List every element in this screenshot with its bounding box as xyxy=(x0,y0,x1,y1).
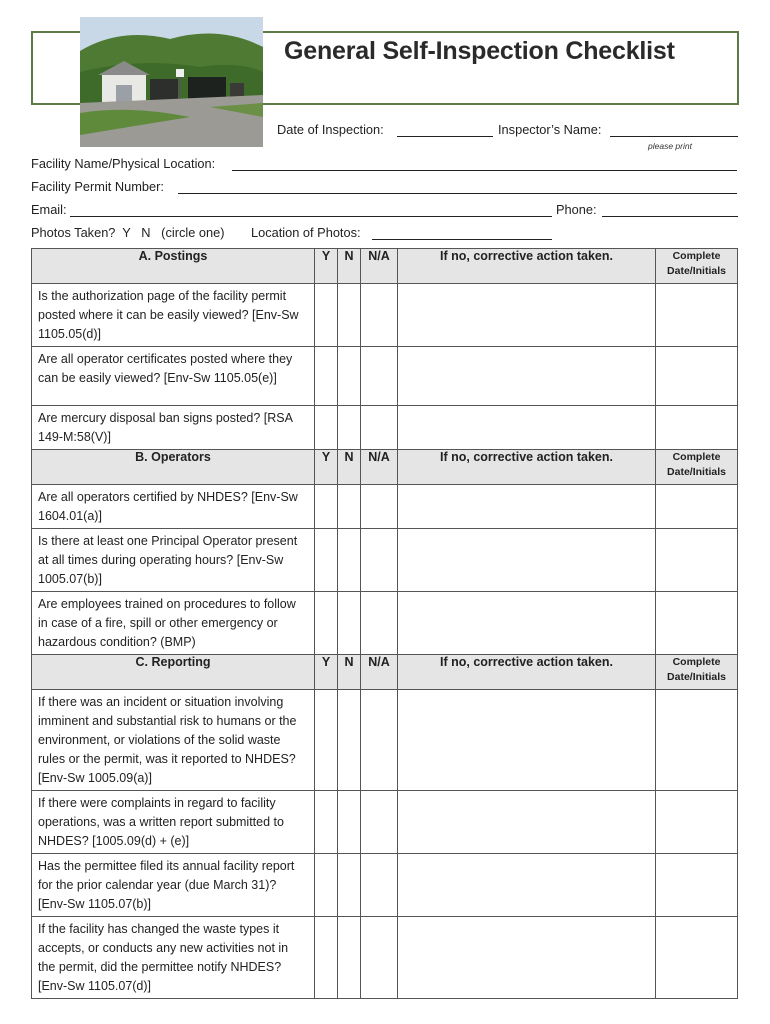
table-row xyxy=(32,529,738,592)
answer-n-cell[interactable] xyxy=(338,854,361,917)
corrective-action-cell[interactable] xyxy=(398,791,656,854)
permit-number-field[interactable] xyxy=(178,193,737,194)
section-title: B. Operators xyxy=(32,450,315,485)
please-print-note: please print xyxy=(648,141,692,151)
complete-cell[interactable] xyxy=(656,529,738,592)
answer-y-cell[interactable] xyxy=(315,690,338,791)
complete-cell[interactable] xyxy=(656,917,738,999)
answer-na-cell[interactable] xyxy=(361,791,398,854)
section-header-operators xyxy=(32,450,738,485)
col-complete: Complete Date/Initials xyxy=(656,450,738,485)
table-row xyxy=(32,854,738,917)
date-of-inspection-field[interactable] xyxy=(397,136,493,137)
section-header-reporting xyxy=(32,655,738,690)
col-n: N xyxy=(338,655,361,690)
question: Has the permittee filed its annual facility report for the prior calendar year (due March 31)? [Env-Sw 1105.07(b)] xyxy=(32,854,315,917)
section-title: A. Postings xyxy=(32,249,315,284)
answer-y-cell[interactable] xyxy=(315,406,338,450)
question: Are employees trained on procedures to follow in case of a fire, spill or other emergency or hazardous condition? (BMP) xyxy=(32,592,315,655)
question: Is the authorization page of the facility permit posted where it can be easily viewed? [Env-Sw 1105.05(d)] xyxy=(32,284,315,347)
photo-location-label: Location of Photos: xyxy=(251,225,361,240)
col-complete: Complete Date/Initials xyxy=(656,655,738,690)
section-title: C. Reporting xyxy=(32,655,315,690)
answer-y-cell[interactable] xyxy=(315,854,338,917)
answer-n-cell[interactable] xyxy=(338,592,361,655)
corrective-action-cell[interactable] xyxy=(398,690,656,791)
answer-na-cell[interactable] xyxy=(361,690,398,791)
complete-cell[interactable] xyxy=(656,284,738,347)
answer-n-cell[interactable] xyxy=(338,347,361,406)
col-n: N xyxy=(338,450,361,485)
answer-na-cell[interactable] xyxy=(361,529,398,592)
corrective-action-cell[interactable] xyxy=(398,485,656,529)
answer-y-cell[interactable] xyxy=(315,791,338,854)
answer-na-cell[interactable] xyxy=(361,406,398,450)
complete-cell[interactable] xyxy=(656,690,738,791)
facility-photo xyxy=(80,17,263,147)
answer-na-cell[interactable] xyxy=(361,592,398,655)
photos-taken-label: Photos Taken? Y N (circle one) xyxy=(31,225,225,240)
email-label: Email: xyxy=(31,202,67,217)
answer-n-cell[interactable] xyxy=(338,791,361,854)
corrective-action-cell[interactable] xyxy=(398,284,656,347)
page-title: General Self-Inspection Checklist xyxy=(284,37,675,65)
col-y: Y xyxy=(315,249,338,284)
complete-cell[interactable] xyxy=(656,406,738,450)
phone-label: Phone: xyxy=(556,202,597,217)
table-row xyxy=(32,284,738,347)
corrective-action-cell[interactable] xyxy=(398,592,656,655)
phone-field[interactable] xyxy=(602,216,738,217)
corrective-action-cell[interactable] xyxy=(398,917,656,999)
answer-na-cell[interactable] xyxy=(361,347,398,406)
col-complete: Complete Date/Initials xyxy=(656,249,738,284)
col-corrective: If no, corrective action taken. xyxy=(398,450,656,485)
question: Are all operators certified by NHDES? [Env-Sw 1604.01(a)] xyxy=(32,485,315,529)
corrective-action-cell[interactable] xyxy=(398,854,656,917)
answer-y-cell[interactable] xyxy=(315,592,338,655)
table-row xyxy=(32,690,738,791)
email-field[interactable] xyxy=(70,216,552,217)
complete-cell[interactable] xyxy=(656,592,738,655)
table-row xyxy=(32,485,738,529)
col-n: N xyxy=(338,249,361,284)
col-na: N/A xyxy=(361,249,398,284)
question: If the facility has changed the waste types it accepts, or conducts any new activities not in the permit, did the permittee notify NHDES? [Env-Sw 1105.07(d)] xyxy=(32,917,315,999)
answer-n-cell[interactable] xyxy=(338,917,361,999)
answer-n-cell[interactable] xyxy=(338,690,361,791)
table-row xyxy=(32,592,738,655)
complete-cell[interactable] xyxy=(656,485,738,529)
question: If there was an incident or situation involving imminent and substantial risk to humans or the environment, or violations of the solid waste rules or the permit, was it reported to NHDES? [Env-Sw 1005.09(a)] xyxy=(32,690,315,791)
answer-na-cell[interactable] xyxy=(361,485,398,529)
table-row xyxy=(32,406,738,450)
facility-name-label: Facility Name/Physical Location: xyxy=(31,156,216,171)
photo-location-field[interactable] xyxy=(372,239,552,240)
date-of-inspection-label: Date of Inspection: xyxy=(277,122,384,137)
question: Are all operator certificates posted where they can be easily viewed? [Env-Sw 1105.05(e)] xyxy=(32,347,315,406)
answer-n-cell[interactable] xyxy=(338,485,361,529)
answer-n-cell[interactable] xyxy=(338,406,361,450)
col-na: N/A xyxy=(361,450,398,485)
question: Are mercury disposal ban signs posted? [RSA 149-M:58(V)] xyxy=(32,406,315,450)
answer-n-cell[interactable] xyxy=(338,529,361,592)
facility-name-field[interactable] xyxy=(232,170,737,171)
checklist-table xyxy=(31,248,738,999)
answer-n-cell[interactable] xyxy=(338,284,361,347)
col-y: Y xyxy=(315,655,338,690)
inspector-name-field[interactable] xyxy=(610,136,738,137)
col-na: N/A xyxy=(361,655,398,690)
answer-y-cell[interactable] xyxy=(315,485,338,529)
complete-cell[interactable] xyxy=(656,347,738,406)
corrective-action-cell[interactable] xyxy=(398,406,656,450)
corrective-action-cell[interactable] xyxy=(398,529,656,592)
answer-na-cell[interactable] xyxy=(361,917,398,999)
answer-y-cell[interactable] xyxy=(315,917,338,999)
col-corrective: If no, corrective action taken. xyxy=(398,249,656,284)
table-row xyxy=(32,791,738,854)
question: Is there at least one Principal Operator present at all times during operating hours? [Env-Sw 1005.07(b)] xyxy=(32,529,315,592)
question: If there were complaints in regard to facility operations, was a written report submitted to NHDES? [1005.09(d) + (e)] xyxy=(32,791,315,854)
col-corrective: If no, corrective action taken. xyxy=(398,655,656,690)
complete-cell[interactable] xyxy=(656,854,738,917)
table-row xyxy=(32,917,738,999)
answer-y-cell[interactable] xyxy=(315,347,338,406)
col-y: Y xyxy=(315,450,338,485)
corrective-action-cell[interactable] xyxy=(398,347,656,406)
answer-na-cell[interactable] xyxy=(361,854,398,917)
answer-y-cell[interactable] xyxy=(315,284,338,347)
inspector-name-label: Inspector’s Name: xyxy=(498,122,602,137)
complete-cell[interactable] xyxy=(656,791,738,854)
answer-y-cell[interactable] xyxy=(315,529,338,592)
section-header-postings xyxy=(32,249,738,284)
permit-number-label: Facility Permit Number: xyxy=(31,179,164,194)
answer-na-cell[interactable] xyxy=(361,284,398,347)
table-row xyxy=(32,347,738,406)
